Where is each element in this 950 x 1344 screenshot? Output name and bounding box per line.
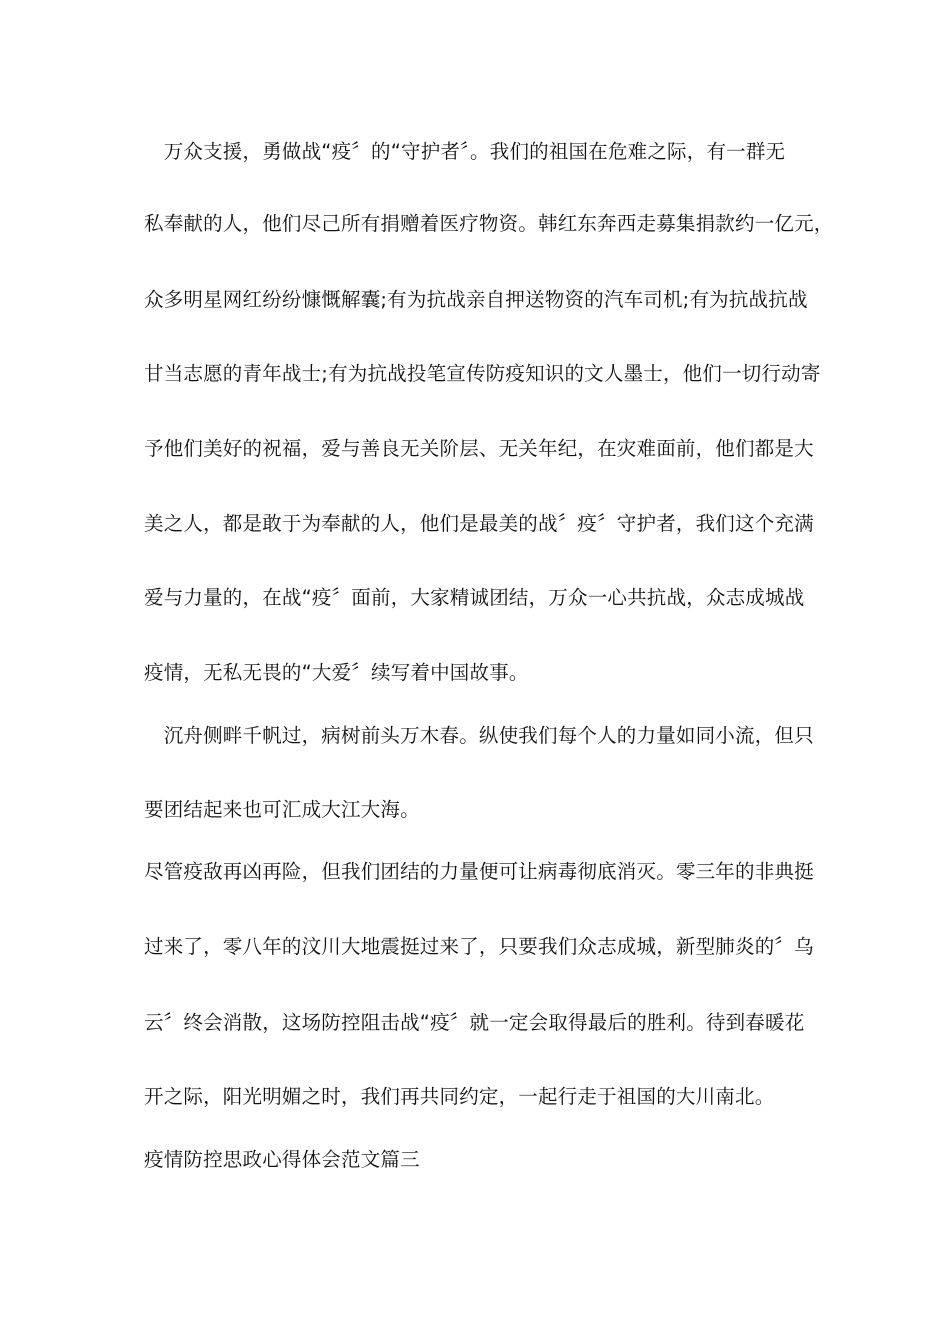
paragraph-line: 予他们美好的祝福，爱与善良无关阶层、无关年纪，在灾难面前，他们都是大 xyxy=(144,437,814,460)
paragraph-line: 美之人，都是敢于为奉献的人，他们是最美的战〞疫〞守护者，我们这个充满 xyxy=(144,512,814,535)
section-heading: 疫情防控思政心得体会范文篇三 xyxy=(144,1148,420,1171)
paragraph-line: 云〞终会消散，这场防控阻击战“疫〞就一定会取得最后的胜利。待到春暖花 xyxy=(144,1011,805,1034)
paragraph-line: 众多明星网红纷纷慷慨解囊;有为抗战亲自押送物资的汽车司机;有为抗战抗战 xyxy=(144,288,808,311)
paragraph-line: 沉舟侧畔千帆过，病树前头万木春。纵使我们每个人的力量如同小流，但只 xyxy=(144,724,814,747)
paragraph-line: 甘当志愿的青年战士;有为抗战投笔宣传防疫知识的文人墨士，他们一切行动寄 xyxy=(144,362,821,385)
paragraph-line: 过来了，零八年的汶川大地震挺过来了，只要我们众志成城，新型肺炎的〞乌 xyxy=(144,935,814,958)
paragraph-line: 尽管疫敌再凶再险，但我们团结的力量便可让病毒彻底消灭。零三年的非典挺 xyxy=(144,860,814,883)
paragraph-line: 要团结起来也可汇成大江大海。 xyxy=(144,798,420,821)
paragraph-line: 开之际，阳光明媚之时，我们再共同约定，一起行走于祖国的大川南北。 xyxy=(144,1085,775,1108)
paragraph-line: 万众支援，勇做战“疫〞的“守护者〞。我们的祖国在危难之际，有一群无 xyxy=(144,140,786,163)
paragraph-line: 私奉献的人，他们尽己所有捐赠着医疗物资。韩红东奔西走募集捐款约一亿元， xyxy=(144,212,834,235)
paragraph-line: 疫情，无私无畏的“大爱〞续写着中国故事。 xyxy=(144,661,529,684)
paragraph-line: 爱与力量的，在战“疫〞面前，大家精诚团结，万众一心共抗战，众志成城战 xyxy=(144,586,805,609)
